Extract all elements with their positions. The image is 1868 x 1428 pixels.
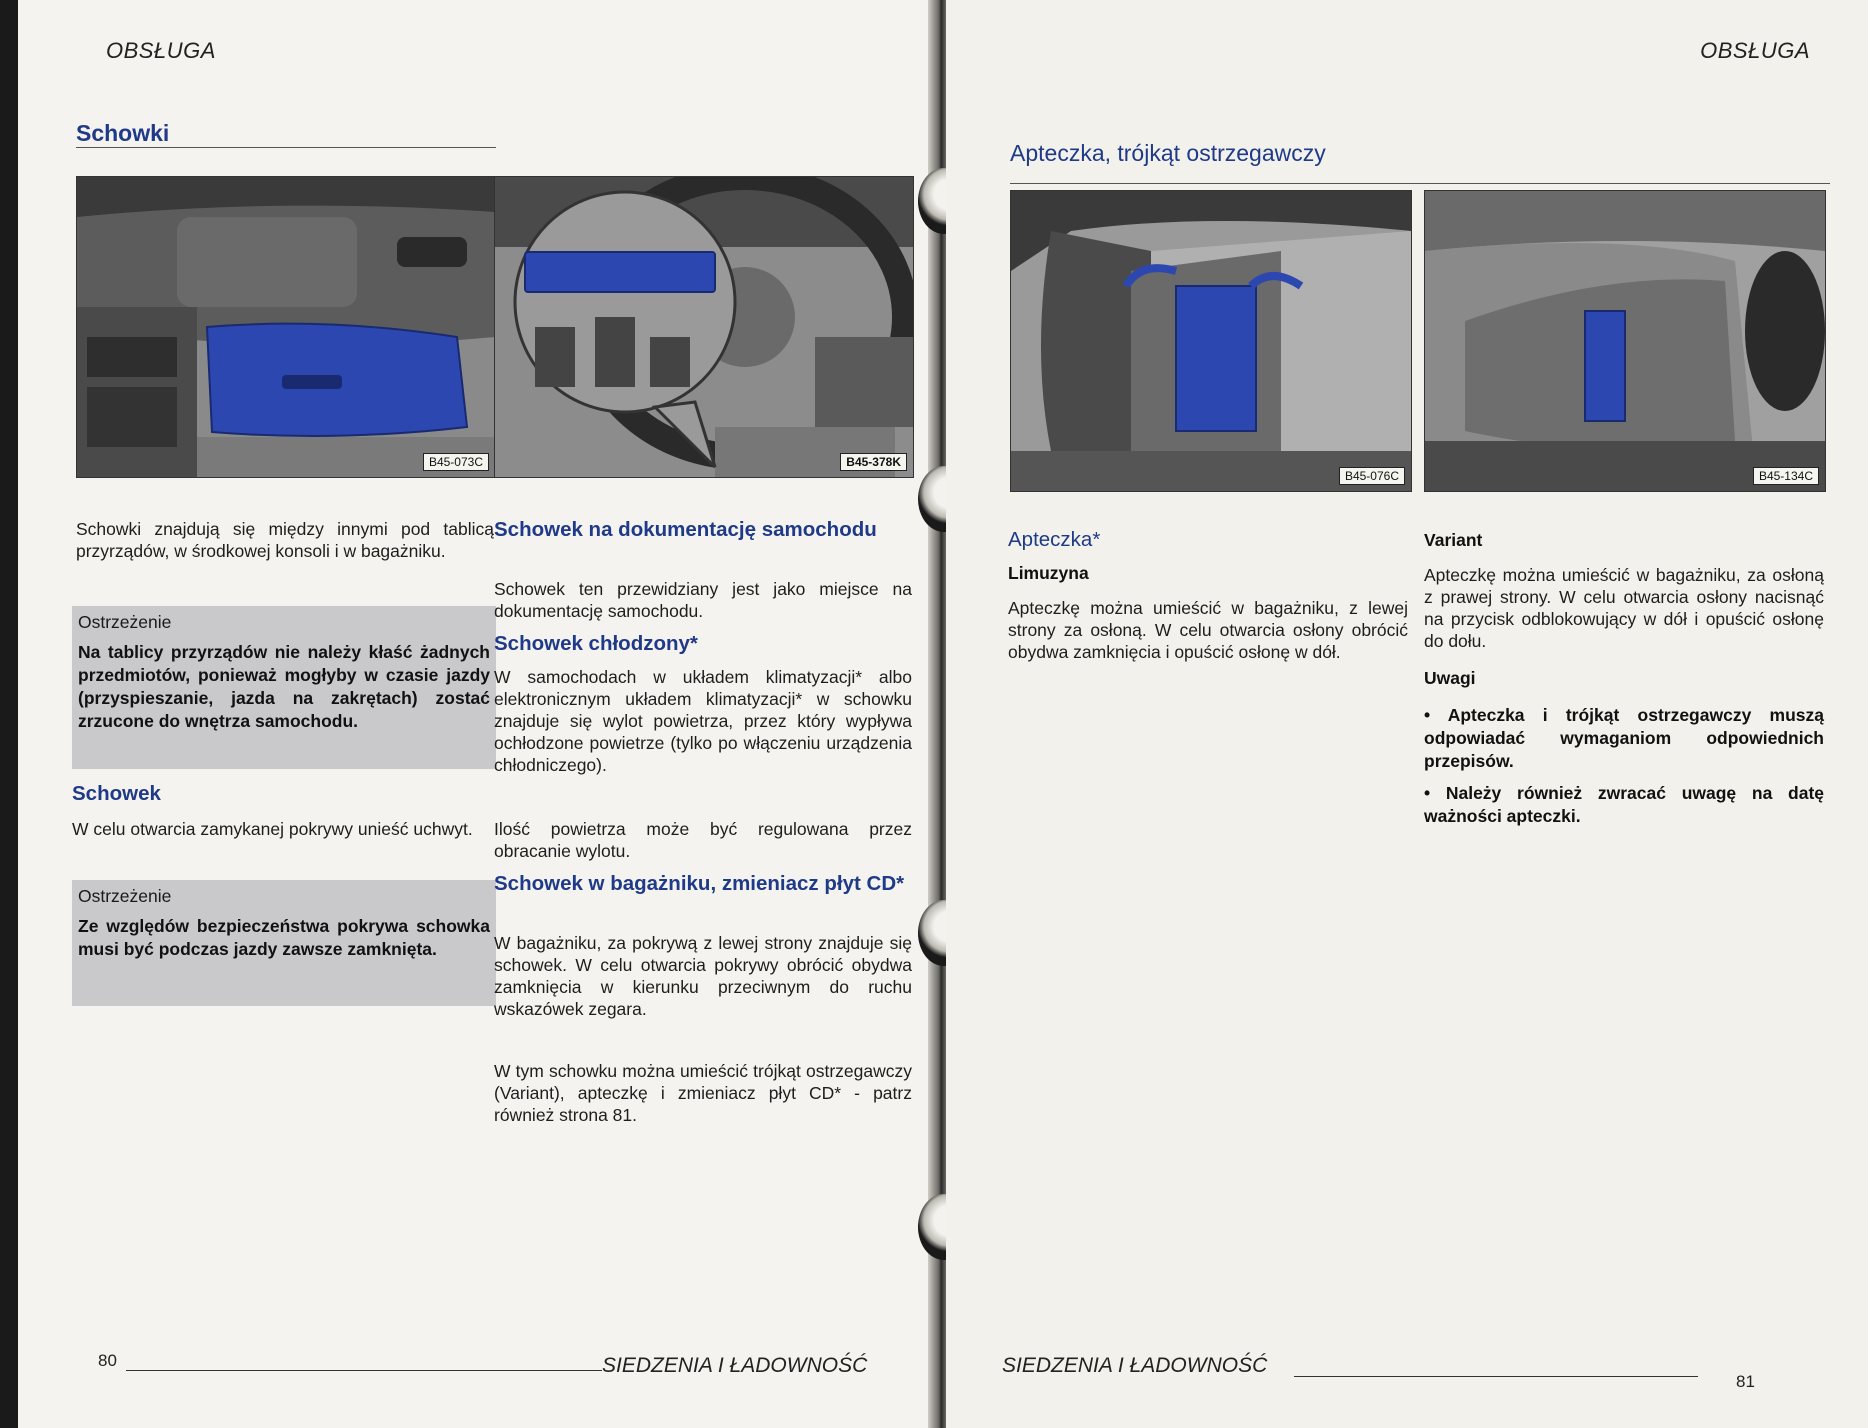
warning-box-2 (72, 880, 496, 1006)
figure-code: B45-073C (423, 453, 489, 471)
warning-box-1 (72, 606, 496, 769)
figure-variant-trunk (1424, 190, 1826, 492)
label-uwagi: Uwagi (1424, 668, 1476, 688)
right-page-header: OBSŁUGA (1700, 38, 1810, 63)
variant-text: Apteczkę można umieścić w bagażniku, za osłoną z prawej strony. W celu otwarcia osłony nacisnąć na przycisk odblokowujący w dół i opuścić osłonę do dołu. (1424, 565, 1824, 651)
page-number: 81 (1736, 1372, 1755, 1391)
trunk-text-1: W bagażniku, za pokrywą z lewej strony znajduje się schowek. W celu otwarcia pokrywy obrócić obydwa zamknięcia w kierunku przeciwnym do ruchu wskazówek zegara. (494, 933, 912, 1019)
intro-text: Schowki znajdują się między innymi pod tablicą przyrządów, w środkowej konsoli i w bagażniku. (76, 519, 494, 561)
subheading-cooled: Schowek chłodzony* (494, 632, 698, 655)
figure-glovebox (76, 176, 496, 478)
schowek-text: W celu otwarcia zamykanej pokrywy unieść uchwyt. (72, 819, 473, 839)
subheading-document-holder: Schowek na dokumentację samochodu (494, 518, 877, 541)
trunk-text-2: W tym schowku można umieścić trójkąt ostrzegawczy (Variant), apteczkę i zmieniacz płyt CD* - patrz również strona 81. (494, 1061, 912, 1125)
figure-limuzyna-trunk (1010, 190, 1412, 492)
label-variant: Variant (1424, 530, 1483, 550)
figure-code: B45-076C (1339, 467, 1405, 485)
note-bullet-2: • Należy również zwracać uwagę na datę ważności apteczki. (1424, 783, 1824, 826)
subheading-trunk: Schowek w bagażniku, zmieniacz płyt CD* (494, 872, 905, 895)
footer-title: SIEDZENIA I ŁADOWNOŚĆ (1002, 1354, 1268, 1377)
footer-title: SIEDZENIA I ŁADOWNOŚĆ (602, 1354, 868, 1377)
footer-rule (1294, 1376, 1698, 1378)
label-limuzyna: Limuzyna (1008, 563, 1089, 583)
figure-code: B45-134C (1753, 467, 1819, 485)
note-bullet-1: • Apteczka i trójkąt ostrzegawczy muszą odpowiadać wymaganiom odpowiednich przepisów. (1424, 705, 1824, 771)
glovebox-illustration (77, 177, 495, 477)
warning-body: Ze względów bezpieczeństwa pokrywa schowka musi być podczas jazdy zawsze zamknięta. (78, 916, 490, 959)
left-page (18, 0, 938, 1428)
limuzyna-text: Apteczkę można umieścić w bagażniku, z lewej strony za osłoną. W celu otwarcia osłony obrócić obydwa zamknięcia i opuścić osłonę w dół. (1008, 598, 1408, 662)
section-rule (76, 147, 496, 148)
section-title-schowki: Schowki (76, 120, 170, 146)
warning-title: Ostrzeżenie (78, 886, 172, 906)
figure-code: B45-378K (840, 453, 907, 471)
subheading-schowek: Schowek (72, 782, 161, 805)
footer-rule (126, 1370, 602, 1372)
document-holder-text: Schowek ten przewidziany jest jako miejsce na dokumentację samochodu. (494, 579, 912, 621)
variant-trunk-illustration (1425, 191, 1825, 491)
figure-document-holder (494, 176, 914, 478)
page-number: 80 (98, 1351, 117, 1370)
section-rule (1010, 183, 1830, 184)
warning-body: Na tablicy przyrządów nie należy kłaść żadnych przedmiotów, ponieważ mogłyby w czasie jazdy (przyspieszanie, jazda na zakrętach) zostać zrzucone do wnętrza samochodu. (78, 642, 490, 731)
section-title-apteczka: Apteczka, trójkąt ostrzegawczy (1010, 140, 1326, 166)
cooled-text-1: W samochodach w układem klimatyzacji* albo elektronicznym układem klimatyzacji* w schowku znajduje się wylot powietrza, przez który wypływa ochłodzone powietrze (tylko po włączeniu urządzenia chłodniczego). (494, 667, 912, 775)
document-holder-illustration (495, 177, 913, 477)
warning-title: Ostrzeżenie (78, 612, 172, 632)
subheading-apteczka: Apteczka* (1008, 528, 1101, 551)
left-page-header: OBSŁUGA (106, 38, 216, 63)
limuzyna-trunk-illustration (1011, 191, 1411, 491)
cooled-text-2: Ilość powietrza może być regulowana przez obracanie wylotu. (494, 819, 912, 861)
right-page (946, 0, 1868, 1428)
